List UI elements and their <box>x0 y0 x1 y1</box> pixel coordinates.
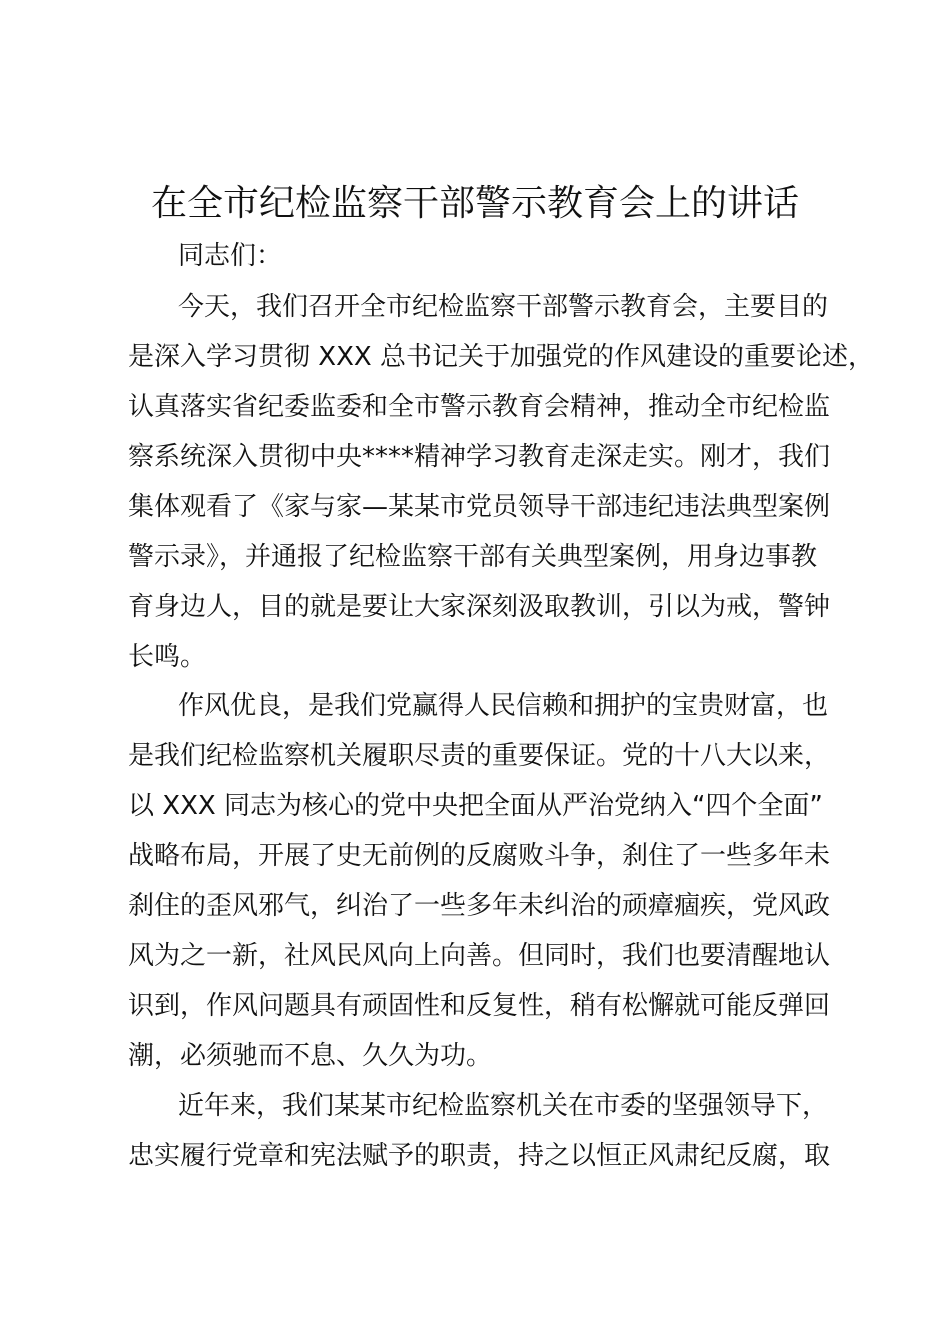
paragraph-line: 集体观看了《家与家—某某市党员领导干部违纪违法典型案例 <box>128 492 831 522</box>
paragraph-line: 育身边人，目的就是要让大家深刻汲取教训，引以为戒，警钟 <box>128 592 831 622</box>
paragraph-line: 忠实履行党章和宪法赋予的职责，持之以恒正风肃纪反腐，取 <box>128 1141 831 1171</box>
paragraph-line: 警示录》，并通报了纪检监察干部有关典型案例，用身边事教 <box>128 542 818 572</box>
document-title: 在全市纪检监察干部警示教育会上的讲话 <box>150 183 799 224</box>
paragraph-line: 察系统深入贯彻中央****精神学习教育走深走实。刚才，我们 <box>128 442 831 472</box>
paragraph-line: 认真落实省纪委监委和全市警示教育会精神，推动全市纪检监 <box>128 392 831 422</box>
paragraph-line: 今天，我们召开全市纪检监察干部警示教育会，主要目的 <box>178 292 829 322</box>
paragraph-line: 是我们纪检监察机关履职尽责的重要保证。党的十八大以来， <box>128 741 831 771</box>
paragraph-line: 作风优良，是我们党赢得人民信赖和拥护的宝贵财富，也 <box>178 691 829 721</box>
paragraph-line: 刹住的歪风邪气，纠治了一些多年未纠治的顽瘴痼疾，党风政 <box>128 891 831 921</box>
paragraph-line: 是深入学习贯彻 XXX 总书记关于加强党的作风建设的重要论述， <box>128 342 874 372</box>
paragraph-line: 长鸣。 <box>128 642 207 672</box>
paragraph-line: 战略布局，开展了史无前例的反腐败斗争，刹住了一些多年未 <box>128 841 831 871</box>
paragraph-line: 潮，必须驰而不息、久久为功。 <box>128 1041 493 1071</box>
paragraph-line: 风为之一新，社风民风向上向善。但同时，我们也要清醒地认 <box>128 941 831 971</box>
paragraph-line: 以 XXX 同志为核心的党中央把全面从严治党纳入“四个全面” <box>128 791 823 821</box>
salutation: 同志们： <box>178 241 283 271</box>
paragraph-line: 近年来，我们某某市纪检监察机关在市委的坚强领导下， <box>178 1091 829 1121</box>
paragraph-line: 识到，作风问题具有顽固性和反复性，稍有松懈就可能反弹回 <box>128 991 831 1021</box>
